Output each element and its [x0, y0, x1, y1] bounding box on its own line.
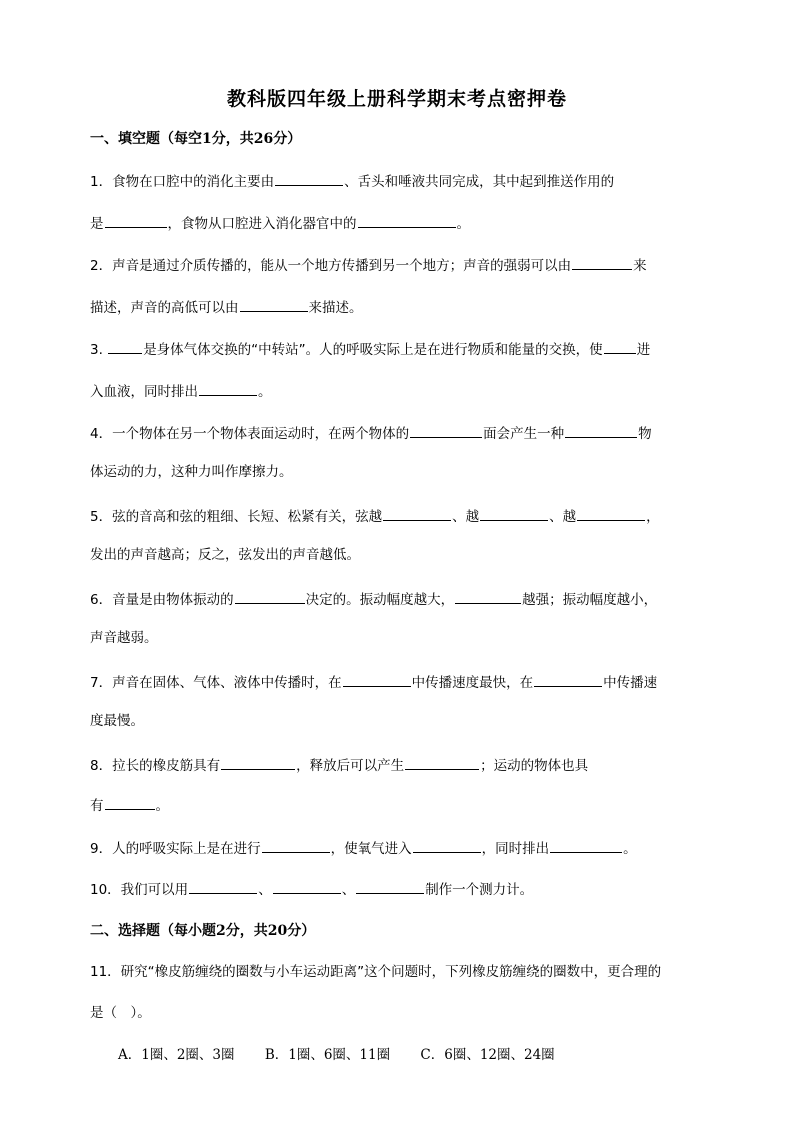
- answer-blank[interactable]: [240, 296, 308, 312]
- question-6-line-1: 6．音量是由物体振动的 决定的。振动幅度越大， 越强；振动幅度越小，: [90, 588, 710, 610]
- answer-blank[interactable]: [275, 170, 343, 186]
- question-4-line-1: 4．一个物体在另一个物体表面运动时，在两个物体的 面会产生一种 物: [90, 422, 710, 444]
- answer-blank[interactable]: [572, 254, 632, 270]
- question-3-line-1: 3. 是身体气体交换的“中转站”。人的呼吸实际上是在进行物质和能量的交换，使 进: [90, 338, 710, 360]
- answer-blank[interactable]: [105, 212, 167, 228]
- option-b[interactable]: B．1圈、6圈、11圈: [264, 1047, 391, 1063]
- answer-blank[interactable]: [383, 505, 451, 521]
- answer-blank[interactable]: [577, 505, 645, 521]
- answer-blank[interactable]: [262, 837, 330, 853]
- question-6-line-2: 声音越弱。: [90, 630, 158, 646]
- answer-blank[interactable]: [235, 588, 305, 604]
- page-title: 教科版四年级上册科学期末考点密押卷: [226, 88, 567, 110]
- answer-blank[interactable]: [410, 422, 482, 438]
- answer-blank[interactable]: [550, 837, 622, 853]
- question-11-line-1: 11．研究“橡皮筋缠绕的圈数与小车运动距离”这个问题时，下列橡皮筋缠绕的圈数中，更合理的: [90, 964, 662, 980]
- answer-blank[interactable]: [604, 338, 636, 354]
- question-8-line-1: 8．拉长的橡皮筋具有 ，释放后可以产生 ；运动的物体也具: [90, 754, 710, 776]
- option-c[interactable]: C．6圈、12圈、24圈: [420, 1047, 555, 1063]
- question-7-line-1: 7．声音在固体、气体、液体中传播时，在 中传播速度最快，在 中传播速: [90, 671, 710, 693]
- answer-blank[interactable]: [565, 422, 637, 438]
- question-9-line-1: 9．人的呼吸实际上是在进行 ，使氧气进入 ，同时排出 。: [90, 837, 710, 859]
- answer-blank[interactable]: [108, 338, 142, 354]
- question-2-line-1: 2．声音是通过介质传播的，能从一个地方传播到另一个地方；声音的强弱可以由 来: [90, 254, 710, 276]
- answer-blank[interactable]: [356, 878, 424, 894]
- answer-blank[interactable]: [273, 878, 341, 894]
- section-heading-fill-blank: 一、填空题（每空1分，共26分）: [90, 131, 302, 147]
- answer-blank[interactable]: [480, 505, 548, 521]
- question-5-line-2: 发出的声音越高；反之，弦发出的声音越低。: [90, 547, 360, 563]
- option-a[interactable]: A．1圈、2圈、3圈: [118, 1047, 235, 1063]
- question-11-options: [118, 1045, 738, 1065]
- question-4-line-2: 体运动的力，这种力叫作摩擦力。: [90, 464, 293, 480]
- answer-blank[interactable]: [343, 671, 411, 687]
- section-heading-multiple-choice: 二、选择题（每小题2分，共20分）: [90, 923, 316, 939]
- question-1-line-2: 是 ，食物从口腔进入消化器官中的 。: [90, 212, 710, 234]
- answer-blank[interactable]: [358, 212, 456, 228]
- answer-blank[interactable]: [105, 794, 155, 810]
- question-10-line-1: 10．我们可以用 、 、 制作一个测力计。: [90, 878, 710, 900]
- answer-blank[interactable]: [221, 754, 295, 770]
- question-7-line-2: 度最慢。: [90, 713, 144, 729]
- answer-blank[interactable]: [534, 671, 602, 687]
- question-11-line-2: 是（ ）。: [90, 1005, 151, 1021]
- answer-blank[interactable]: [199, 380, 257, 396]
- question-2-line-2: 描述，声音的高低可以由 来描述。: [90, 296, 710, 318]
- question-8-line-2: 有 。: [90, 794, 710, 816]
- question-5-line-1: 5．弦的音高和弦的粗细、长短、松紧有关，弦越 、越 、越 ，: [90, 505, 710, 527]
- question-1-line-1: 1．食物在口腔中的消化主要由 、舌头和唾液共同完成，其中起到推送作用的: [90, 170, 710, 192]
- answer-blank[interactable]: [189, 878, 257, 894]
- answer-blank[interactable]: [413, 837, 481, 853]
- answer-blank[interactable]: [405, 754, 479, 770]
- answer-blank[interactable]: [455, 588, 521, 604]
- question-3-line-2: 入血液，同时排出 。: [90, 380, 710, 402]
